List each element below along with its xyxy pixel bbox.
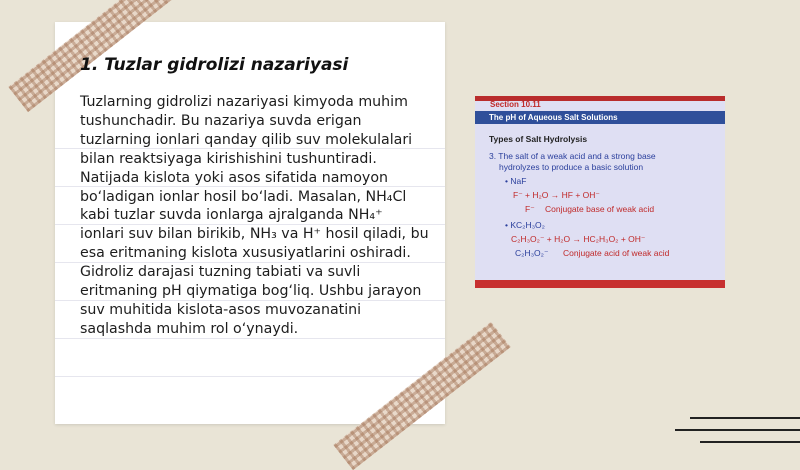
page-title: 1. Tuzlar gidrolizi nazariyasi (80, 55, 349, 75)
slide-equation-1: F⁻ + H₂O → HF + OH⁻ (513, 190, 600, 200)
slide-section-label: Section 10.11 (490, 100, 541, 109)
slide-line-2: hydrolyzes to produce a basic solution (499, 162, 644, 172)
slide-bottom-bar (475, 280, 725, 288)
slide-note-2-ion: C₂H₃O₂⁻ (515, 248, 549, 258)
decorative-line (675, 429, 800, 431)
body-paragraph: Tuzlarning gidrolizi nazariyasi kimyoda muhim tushunchadir. Bu nazariya suvda erigan tuzlarning ionlari qanday qilib suv molekulalari bilan reaktsiyaga kirishishini tushuntiradi. Natijada kislota yoki asos sifatida namoyon bo‘ladigan ionlar hosil bo‘ladi. Masalan, NH₄Cl kabi tuzlar suvda ionlarga ajralganda NH₄⁺ ionlari suv bilan birikib, NH₃ va H⁺ hosil qiladi, bu esa eritmaning kislota xususiyatlarini oshiradi. Gidroliz darajasi tuzning tabiati va suvli eritmaning pH qiymatiga bog‘liq. Ushbu jarayon suv muhitida kislota-asos muvozanatini saqlashda muhim rol o‘ynaydi. (80, 94, 429, 337)
slide-title-band (475, 111, 725, 124)
slide-equation-2: C₂H₃O₂⁻ + H₂O → HC₂H₃O₂ + OH⁻ (511, 234, 646, 244)
decorative-line (700, 441, 800, 443)
decorative-line (690, 417, 800, 419)
slide-bullet-kc2h3o2: • KC₂H₃O₂ (505, 220, 545, 230)
chemistry-slide-image (475, 96, 725, 288)
slide-note-2: Conjugate acid of weak acid (563, 248, 670, 258)
slide-note-1: Conjugate base of weak acid (545, 204, 655, 214)
slide-subtitle: Types of Salt Hydrolysis (489, 134, 588, 144)
slide-line-1: 3. The salt of a weak acid and a strong base (489, 151, 656, 161)
slide-title: The pH of Aqueous Salt Solutions (489, 113, 618, 122)
slide-bullet-naf: • NaF (505, 176, 527, 186)
slide-note-1-ion: F⁻ (525, 204, 535, 214)
paper-rule (55, 376, 445, 377)
